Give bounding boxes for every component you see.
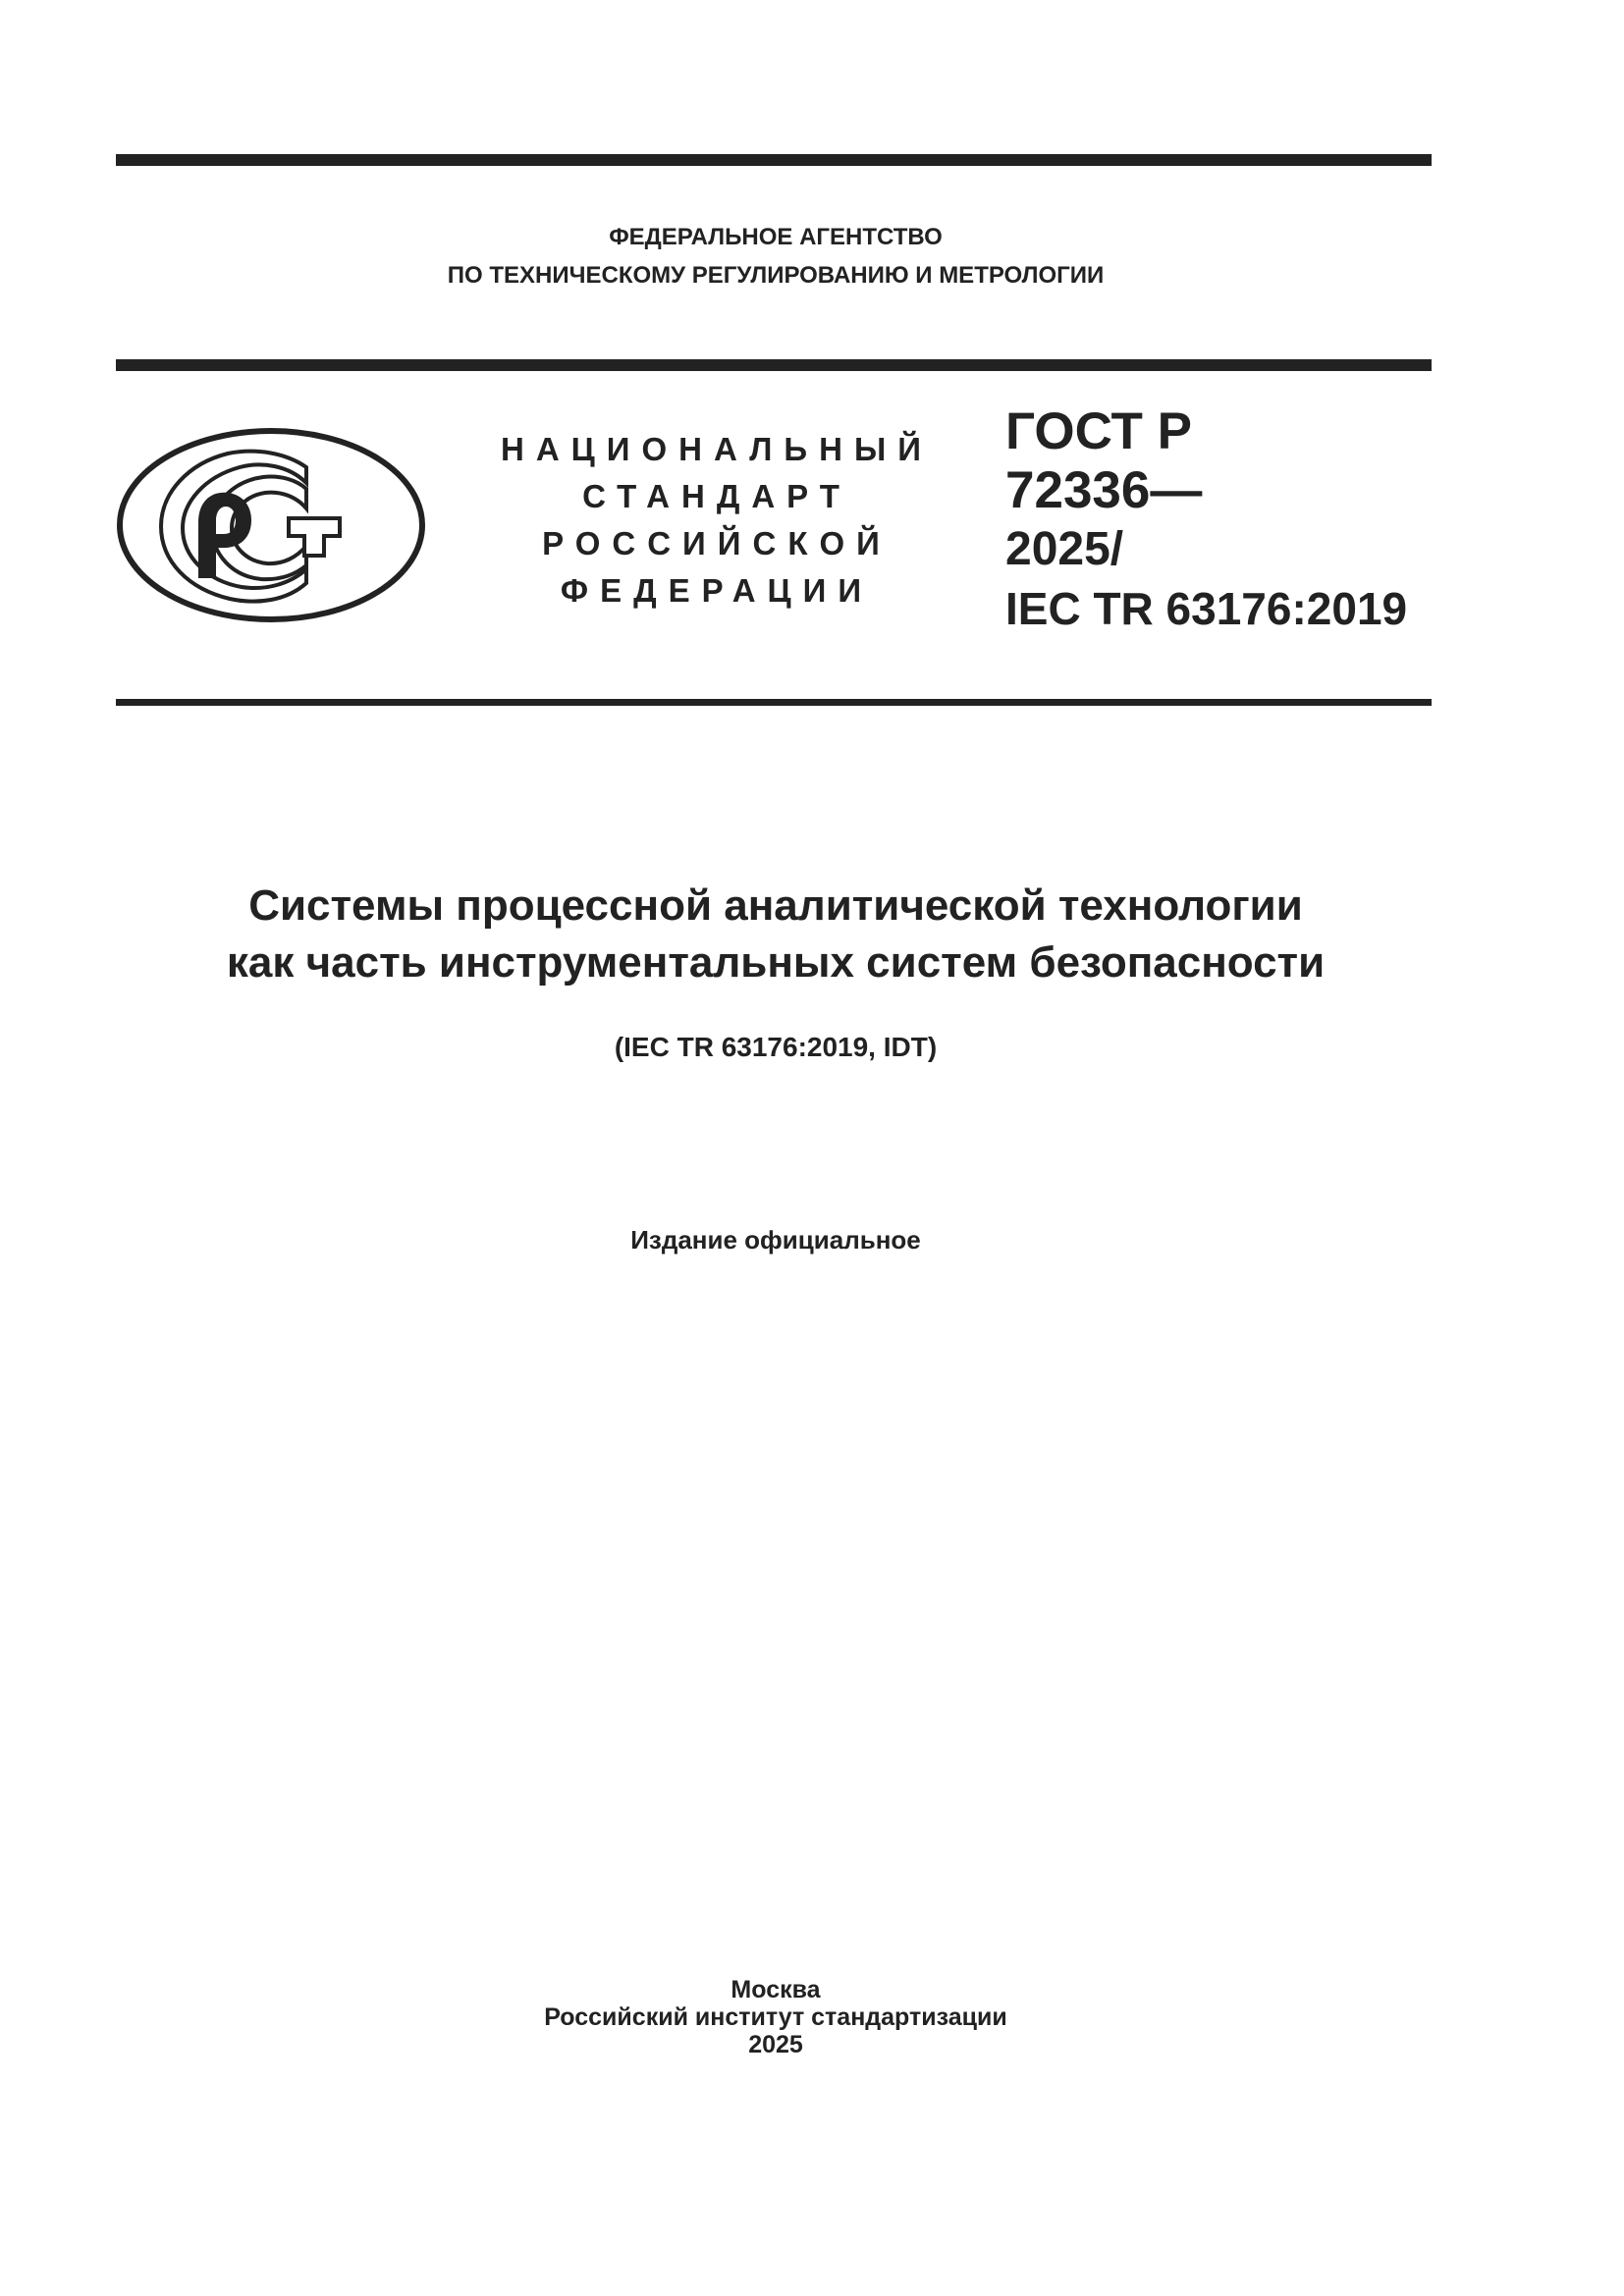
agency-line-2: ПО ТЕХНИЧЕСКОМУ РЕГУЛИРОВАНИЮ И МЕТРОЛОГИИ <box>447 262 1105 289</box>
publisher-organization: Российский институт стандартизации <box>544 2003 1007 2031</box>
designation-line-2: 72336— <box>1005 461 1203 519</box>
standard-designation <box>1005 402 1407 638</box>
designation-line-4: IEC TR 63176:2019 <box>1005 583 1408 634</box>
document-title-line-2: как часть инструментальных систем безопасности <box>226 938 1326 987</box>
publication-year: 2025 <box>748 2031 803 2058</box>
top-divider <box>116 154 1432 166</box>
designation-line-3: 2025/ <box>1005 523 1124 575</box>
national-standard-line-2: СТАНДАРТ <box>582 478 851 514</box>
edition-label: Издание официальное <box>630 1225 921 1255</box>
document-subtitle: (IEC TR 63176:2019, IDT) <box>614 1032 938 1062</box>
national-standard-line-1: НАЦИОНАЛЬНЫЙ <box>501 431 933 467</box>
agency-line-1: ФЕДЕРАЛЬНОЕ АГЕНТСТВО <box>609 224 943 250</box>
national-standard-line-4: ФЕДЕРАЦИИ <box>560 572 874 609</box>
designation-divider <box>116 699 1432 706</box>
agency-divider <box>116 359 1432 371</box>
national-standard-label <box>491 426 943 614</box>
publisher-city: Москва <box>731 1976 821 2003</box>
rst-logo-icon <box>114 426 428 624</box>
document-title-line-1: Системы процессной аналитической технологии <box>248 881 1303 930</box>
national-standard-line-3: РОССИЙСКОЙ <box>542 525 892 561</box>
designation-line-1: ГОСТ Р <box>1005 402 1192 460</box>
